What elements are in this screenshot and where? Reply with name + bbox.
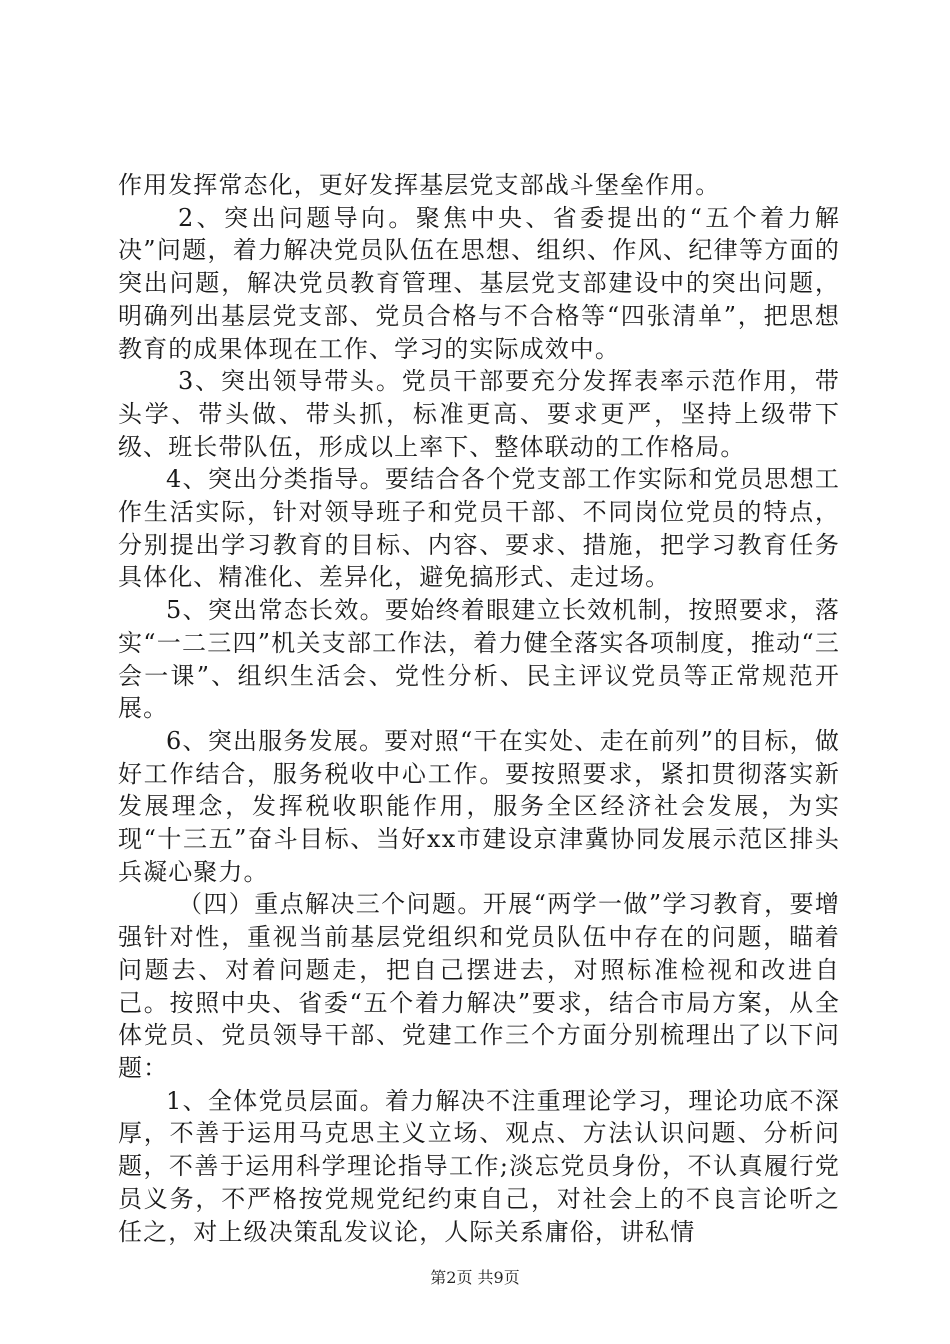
paragraph-8: 1、全体党员层面。着力解决不注重理论学习，理论功底不深厚，不善于运用马克思主义立场、观点、方法认识问题、分析问题，不善于运用科学理论指导工作;淡忘党员身份，不认真履行党员义务，不严格按党规党纪约束自己，对社会上的不良言论听之任之，对上级决策乱发议论，人际关系庸俗，讲私情	[118, 1086, 840, 1246]
paragraph-2: 2、突出问题导向。聚焦中央、省委提出的“五个着力解决”问题，着力解决党员队伍在思想、组织、作风、纪律等方面的突出问题，解决党员教育管理、基层党支部建设中的突出问题，明确列出基层党支部、党员合格与不合格等“四张清单”，把思想教育的成果体现在工作、学习的实际成效中。	[118, 203, 840, 363]
paragraph-6: 6、突出服务发展。要对照“干在实处、走在前列”的目标，做好工作结合，服务税收中心工作。要按照要求，紧扣贯彻落实新发展理念，发挥税收职能作用，服务全区经济社会发展，为实现“十三五”奋斗目标、当好xx市建设京津冀协同发展示范区排头兵凝心聚力。	[118, 726, 840, 886]
document-body	[118, 169, 840, 1248]
paragraph-3: 3、突出领导带头。党员干部要充分发挥表率示范作用，带头学、带头做、带头抓，标准更高、要求更严，坚持上级带下级、班长带队伍，形成以上率下、整体联动的工作格局。	[118, 367, 840, 461]
paragraph-4: 4、突出分类指导。要结合各个党支部工作实际和党员思想工作生活实际，针对领导班子和党员干部、不同岗位党员的特点，分别提出学习教育的目标、内容、要求、措施，把学习教育任务具体化、精准化、差异化，避免搞形式、走过场。	[118, 465, 840, 592]
page-footer: 第2页 共9页	[430, 1268, 520, 1287]
paragraph-7: （四）重点解决三个问题。开展“两学一做”学习教育，要增强针对性，重视当前基层党组织和党员队伍中存在的问题，瞄着问题去、对着问题走，把自己摆进去，对照标准检视和改进自己。按照中央、省委“五个着力解决”要求，结合市局方案，从全体党员、党员领导干部、党建工作三个方面分别梳理出了以下问题：	[118, 890, 840, 1082]
paragraph-5: 5、突出常态长效。要始终着眼建立长效机制，按照要求，落实“一二三四”机关支部工作法，着力健全落实各项制度，推动“三会一课”、组织生活会、党性分析、民主评议党员等正常规范开展。	[118, 596, 840, 723]
paragraph-1: 作用发挥常态化，更好发挥基层党支部战斗堡垒作用。	[118, 171, 721, 199]
